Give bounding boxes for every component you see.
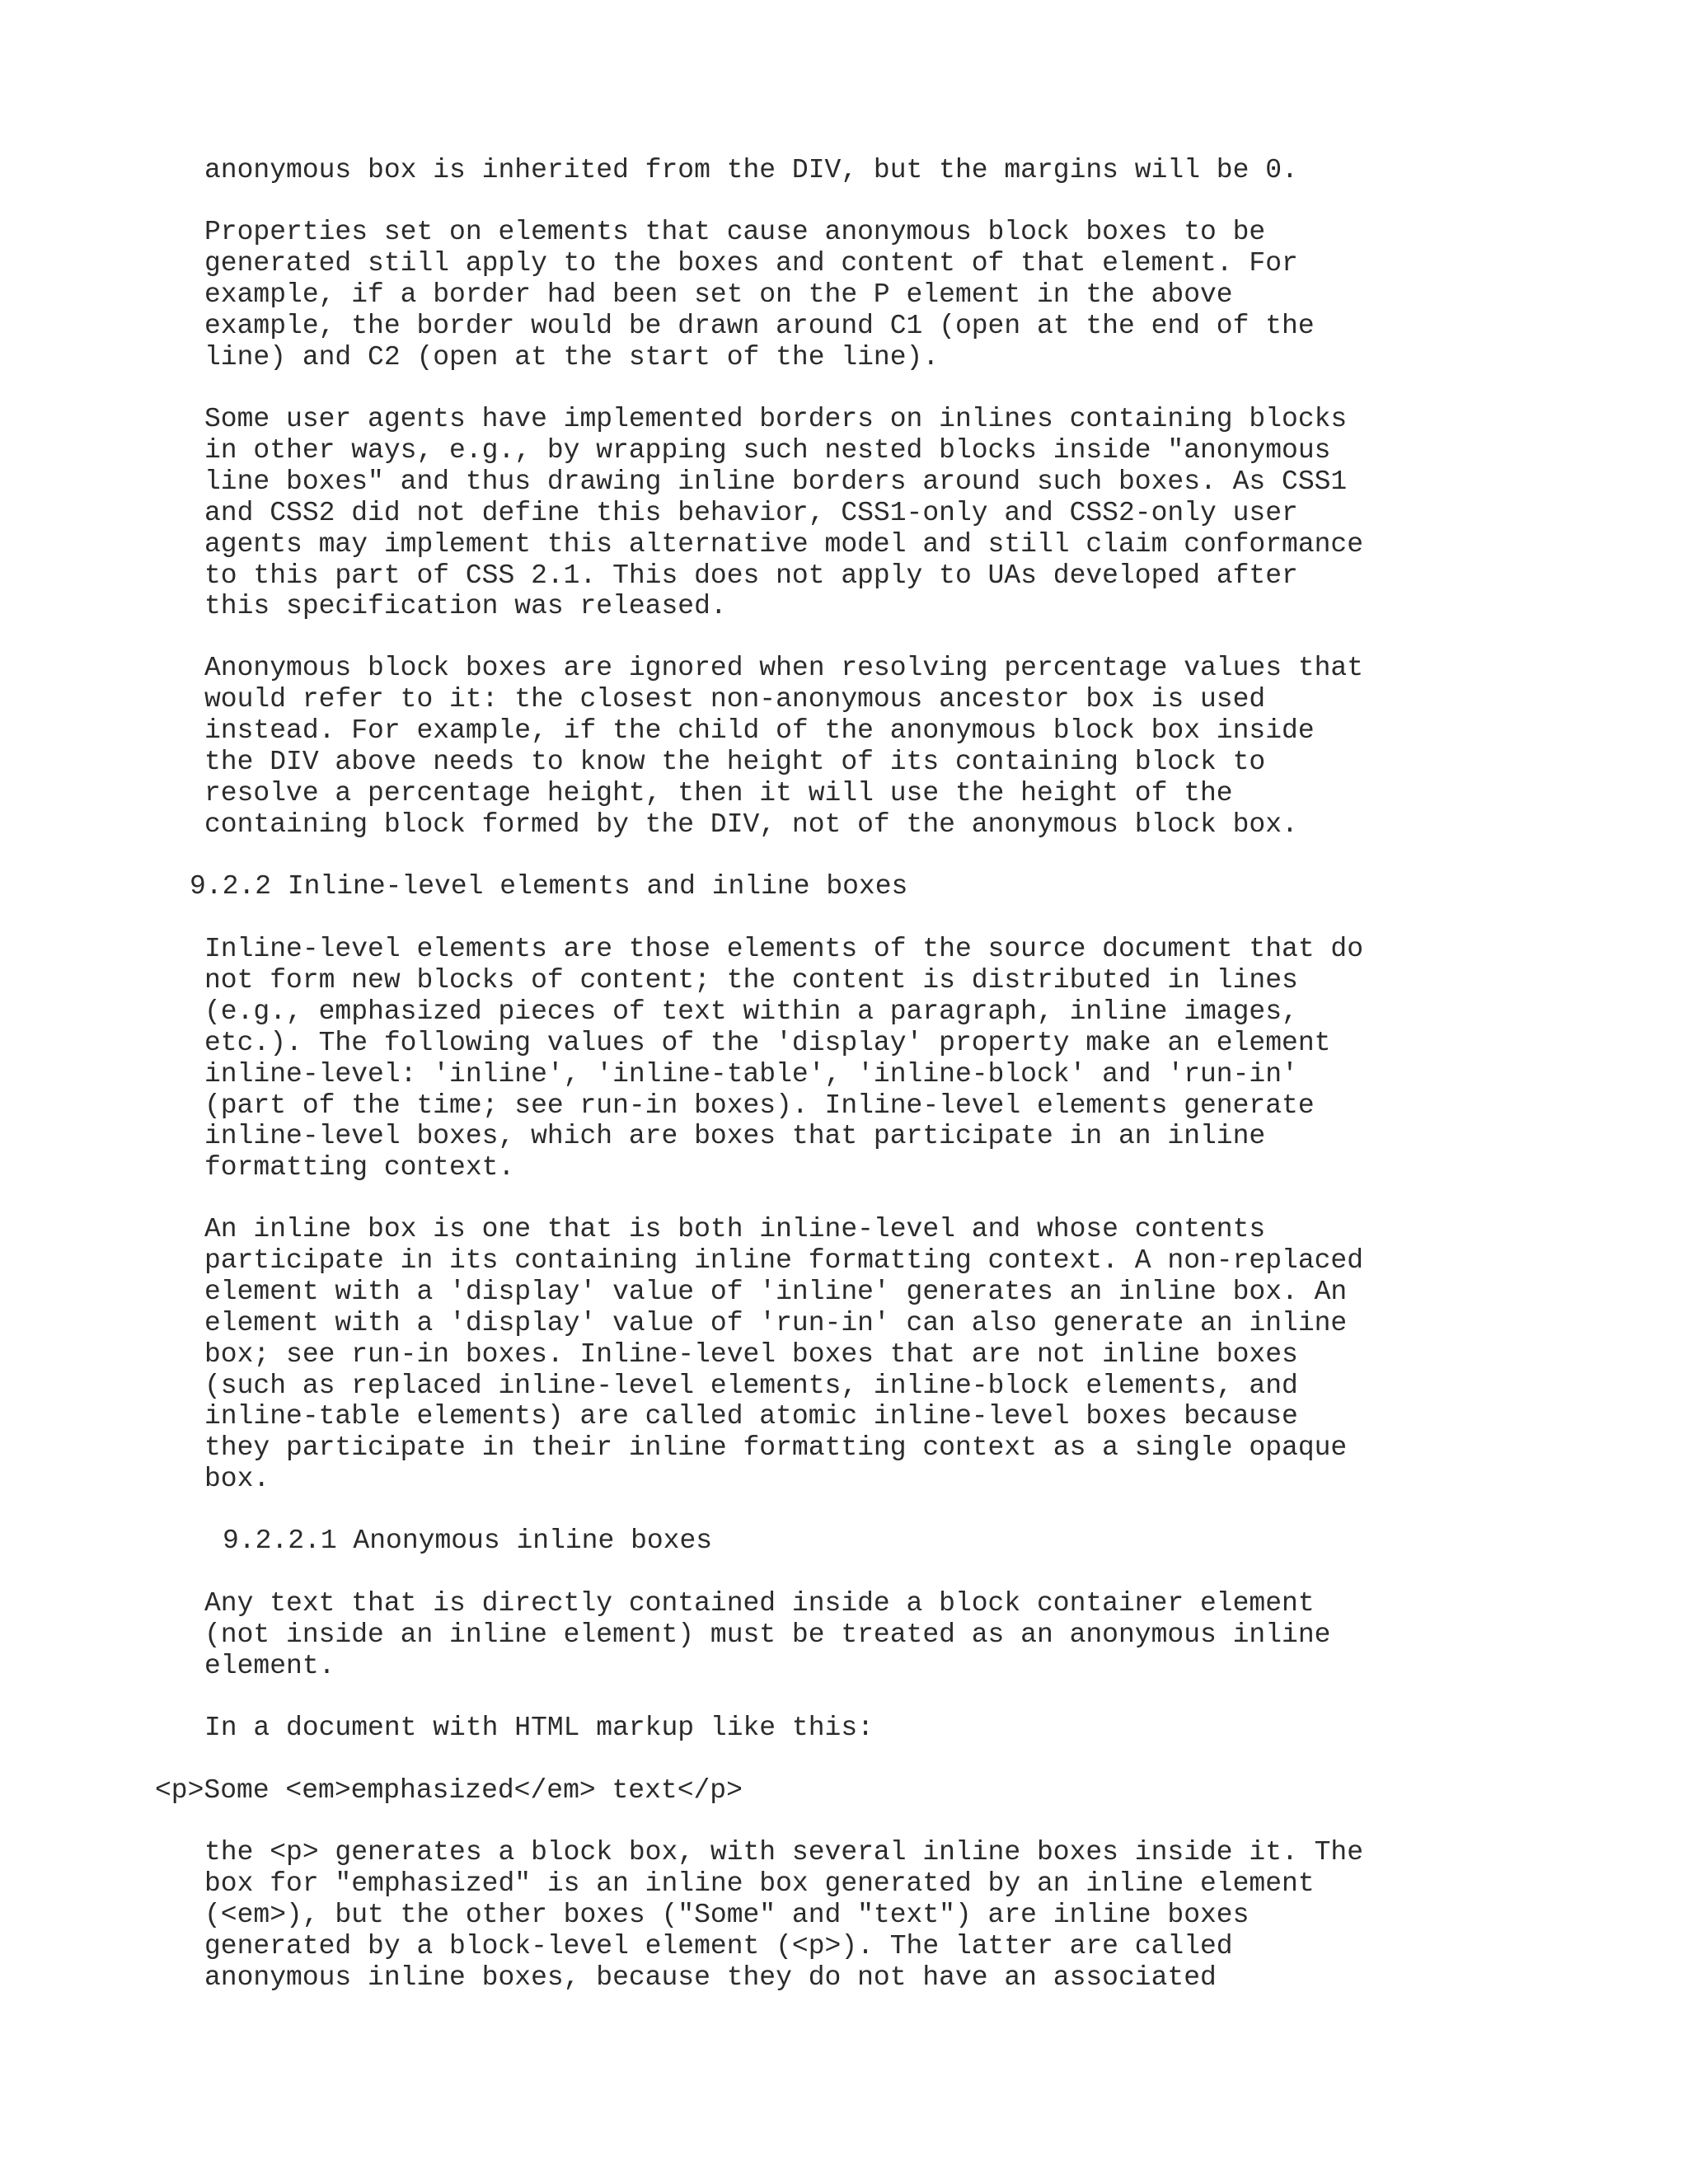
paragraph-p-generates-block-box: the <p> generates a block box, with several inline boxes inside it. The box for "emphasized" is an inline box generated by an inline element (<em>), but the other boxes ("Some" and "text") are inline boxes generated by a block-level element (<p>). The latter are called anonymous inline boxes, because they do not have an associated [204,1837,1364,1993]
paragraph-inline-box-definition: An inline box is one that is both inline-level and whose contents participate in its containing inline formatting context. A non-replaced element with a 'display' value of 'inline' generates an inline box. An element with a 'display' value of 'run-in' can also generate an inline box; see run-in boxes. Inline-level boxes that are not inline boxes (such as replaced inline-level elements, inline-block elements, and inline-table elements) are called atomic inline-level boxes because they participate in their inline formatting context as a single opaque box. [204,1214,1364,1495]
paragraph-inline-level-elements: Inline-level elements are those elements of the source document that do not form new blocks of content; the content is distributed in lines (e.g., emphasized pieces of text within a paragraph, inline images, etc.). The following values of the 'display' property make an element inline-level: 'inline', 'inline-table', 'inline-block' and 'run-in' (part of the time; see run-in boxes). Inline-level elements generate inline-level boxes, which are boxes that participate in an inline formatting context. [204,934,1364,1183]
paragraph-anonymous-percentage: Anonymous block boxes are ignored when resolving percentage values that would refer to it: the closest non-anonymous ancestor box is used instead. For example, if the child of the anonymous block box inside the DIV above needs to know the height of its containing block to resolve a percentage height, then it will use the height of the containing block formed by the DIV, not of the anonymous block box. [204,653,1364,840]
paragraph-any-text-contained: Any text that is directly contained inside a block container element (not inside an inline element) must be treated as an anonymous inline element. [204,1588,1331,1681]
paragraph-anonymous-box-inherited: anonymous box is inherited from the DIV, but the margins will be 0. [204,155,1298,185]
code-example-emphasized: <p>Some <em>emphasized</em> text</p> [155,1775,743,1806]
paragraph-properties-set-on-elements: Properties set on elements that cause anonymous block boxes to be generated still apply to the boxes and content of that element. For example, if a border had been set on the P element in the above example, the border would be drawn around C1 (open at the end of the line) and C2 (open at the start of the line). [204,217,1315,373]
section-heading-9-2-2-1: 9.2.2.1 Anonymous inline boxes [223,1526,713,1556]
section-heading-9-2-2: 9.2.2 Inline-level elements and inline boxes [190,871,908,902]
paragraph-user-agents-borders: Some user agents have implemented borders on inlines containing blocks in other ways, e.g., by wrapping such nested blocks inside "anonymous line boxes" and thus drawing inline borders around such boxes. As CSS1 and CSS2 did not define this behavior, CSS1-only and CSS2-only user agents may implement this alternative model and still claim conformance to this part of CSS 2.1. This does not apply to UAs developed after this specification was released. [204,404,1364,622]
paragraph-html-markup-intro: In a document with HTML markup like this: [204,1713,874,1743]
